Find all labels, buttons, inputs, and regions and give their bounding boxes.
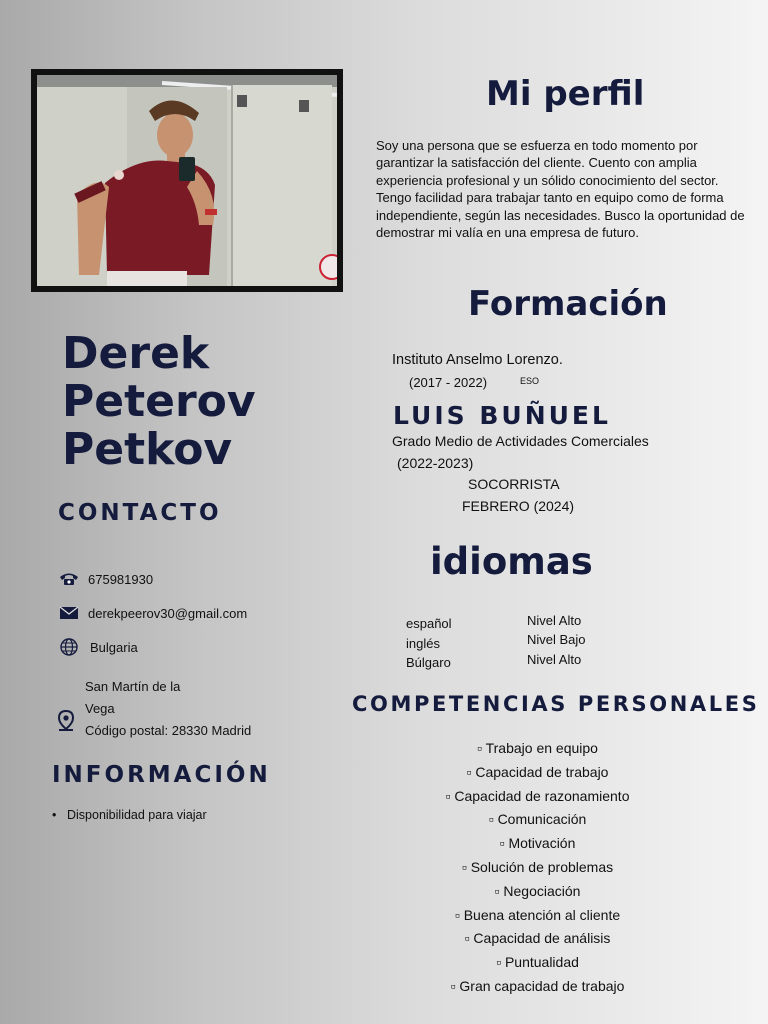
address-line: Código postal: 28330 Madrid [85, 723, 252, 738]
profile-heading: Mi perfil [486, 74, 645, 114]
skill-item: ▫ Negociación [494, 882, 581, 899]
address-line: San Martín de la [85, 679, 181, 694]
school-2-years: (2022-2023) [397, 455, 474, 471]
language-level: Nivel Alto [527, 651, 582, 667]
profile-photo [31, 69, 343, 292]
location-pin-icon [57, 710, 75, 737]
school-2-name: LUIS BUÑUEL [393, 401, 611, 430]
skill-item: ▫ Puntualidad [496, 954, 579, 971]
contact-heading: CONTACTO [58, 500, 222, 526]
skills-list [400, 737, 675, 999]
address [85, 676, 251, 742]
full-name [62, 330, 256, 474]
globe-icon [58, 638, 80, 656]
language-level: Nivel Bajo [527, 632, 586, 648]
skills-heading: COMPETENCIAS PERSONALES [352, 692, 760, 716]
skill-item: ▫ Capacidad de razonamiento [445, 787, 630, 804]
contact-country-row [58, 638, 138, 656]
profile-paragraph: Soy una persona que se esfuerza en todo momento por garantizar la satisfacción del cliente. Cuento con amplia experiencia profesional y un sólido conocimiento del sector. [376, 138, 719, 188]
language-level: Nivel Alto [527, 613, 582, 628]
profile-summary [376, 137, 746, 241]
mail-icon [58, 604, 80, 622]
skill-item: ▫ Trabajo en equipo [477, 740, 598, 756]
extra-course-title: SOCORRISTA [468, 476, 560, 492]
name-line-last: Petkov [62, 424, 233, 475]
languages-heading: idiomas [430, 540, 593, 583]
profile-paragraph: Tengo facilidad para trabajar tanto en equipo como de forma independiente, según las necesidades. Busco la oportunidad de demostrar mi valía en una empresa de futuro. [376, 190, 745, 241]
education-heading: Formación [468, 284, 668, 324]
school-1-name: Instituto Anselmo Lorenzo. [392, 352, 563, 368]
extra-course-date: FEBRERO (2024) [462, 498, 575, 514]
contact-email-row [58, 604, 247, 622]
skill-item: ▫ Motivación [499, 835, 576, 852]
bullet-icon: • [52, 808, 57, 822]
language-name: español [406, 616, 452, 631]
language-levels-list [527, 611, 586, 669]
skill-item: ▫ Capacidad de trabajo [466, 763, 609, 780]
skill-item: ▫ Solución de problemas [461, 858, 614, 875]
list-item [52, 808, 207, 822]
skill-item: ▫ Capacidad de análisis [464, 930, 611, 947]
info-list [52, 808, 207, 822]
name-line-middle: Peterov [62, 376, 256, 427]
language-name: inglés [406, 635, 440, 651]
skill-item: ▫ Buena atención al cliente [454, 906, 621, 923]
profile-photo-illustration [37, 75, 337, 286]
address-line: Vega [85, 701, 115, 716]
languages-list [406, 614, 452, 673]
info-item-label: Disponibilidad para viajar [67, 808, 207, 822]
contact-phone-row [58, 570, 153, 588]
info-heading: INFORMACIÓN [52, 762, 271, 788]
school-1-years: (2017 - 2022) [409, 375, 488, 390]
phone-icon [58, 570, 80, 588]
phone-number[interactable]: 675981930 [88, 571, 154, 587]
language-name: Búlgaro [406, 655, 451, 670]
name-line-first: Derek [62, 328, 210, 379]
email-address[interactable]: derekpeerov30@gmail.com [88, 605, 248, 621]
school-1-level: ESO [520, 376, 540, 386]
school-2-degree: Grado Medio de Actividades Comerciales [392, 433, 649, 449]
skill-item: ▫ Comunicación [488, 811, 587, 828]
country: Bulgaria [90, 639, 138, 655]
skill-item: ▫ Gran capacidad de trabajo [450, 977, 625, 994]
